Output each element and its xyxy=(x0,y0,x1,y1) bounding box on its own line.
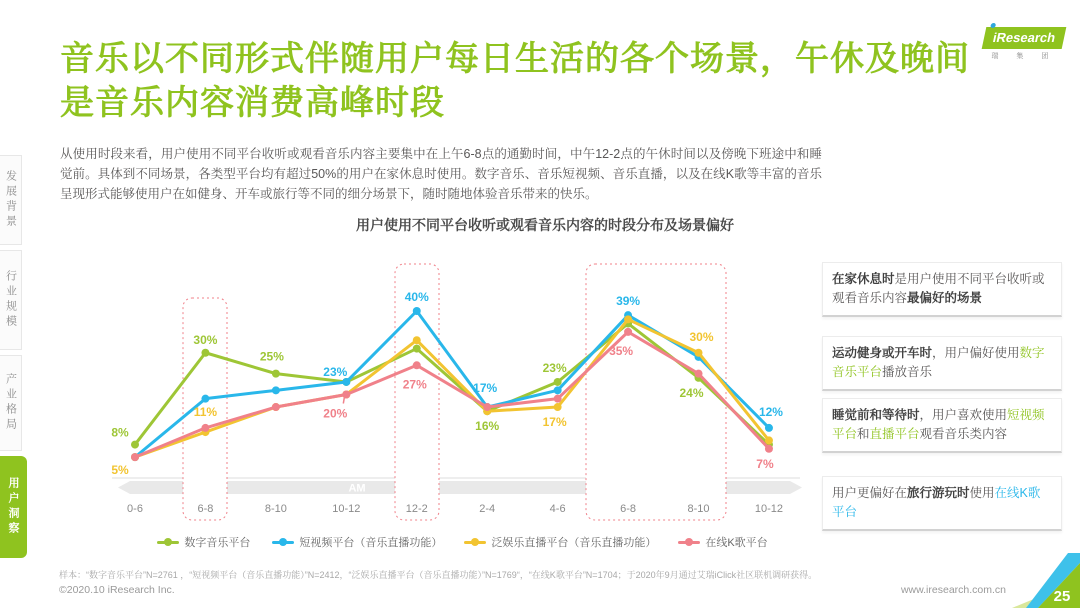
annotation-segment: 播放音乐 xyxy=(882,364,933,379)
data-point xyxy=(131,453,139,461)
page-title-line1: 音乐以不同形式伴随用户每日生活的各个场景，午休及晚间 xyxy=(60,40,970,78)
annotation-segment: 睡觉前和等待时 xyxy=(832,408,920,422)
point-label: 25% xyxy=(259,349,284,364)
point-label: 24% xyxy=(679,385,704,400)
annotation-card-home-rest xyxy=(822,262,1062,317)
data-point xyxy=(342,378,350,386)
annotation-segment: ，用户喜欢使用 xyxy=(919,408,1008,422)
page-title xyxy=(60,38,1040,125)
annotation-segment: 和 xyxy=(857,426,870,441)
x-axis-label: 4-6 xyxy=(549,503,566,515)
chart-legend xyxy=(105,534,820,550)
annotation-segment: 数字音乐平台 xyxy=(832,346,1045,379)
legend-item xyxy=(678,534,767,550)
page-title-line2: 是音乐内容消费高峰时段 xyxy=(60,83,445,122)
x-axis-label: 6-8 xyxy=(197,503,214,515)
data-point xyxy=(131,441,139,449)
logo-subtext: 瑞 集 团 xyxy=(991,53,1057,60)
data-point xyxy=(624,328,632,336)
data-point xyxy=(342,391,350,399)
legend-marker-dot xyxy=(164,538,172,546)
legend-item xyxy=(464,534,656,550)
point-label: 7% xyxy=(756,456,774,471)
annotation-segment: 使用 xyxy=(969,486,995,500)
sidebar-item-development-background[interactable]: 发展背景 xyxy=(0,155,22,245)
iresearch-logo-banner xyxy=(982,27,1067,49)
point-label: 30% xyxy=(193,332,218,347)
legend-marker-dot xyxy=(685,538,693,546)
x-axis-label: 8-10 xyxy=(687,503,710,515)
legend-label: 在线K歌平台 xyxy=(705,537,768,549)
data-point xyxy=(554,386,562,394)
legend-item xyxy=(272,534,442,550)
x-axis-label: 0-6 xyxy=(127,503,143,515)
annotation-card-before-sleep xyxy=(822,398,1062,453)
legend-marker-dot xyxy=(279,538,287,546)
legend-marker xyxy=(272,541,294,544)
x-axis-label: 2-4 xyxy=(479,503,496,515)
x-axis-label: 8-10 xyxy=(264,503,287,515)
annotation-segment: 短视频平台 xyxy=(832,408,1045,441)
data-point xyxy=(483,403,491,411)
legend-marker xyxy=(678,541,700,544)
sidebar xyxy=(0,155,30,563)
point-label: 39% xyxy=(616,294,641,309)
x-axis-label: 6-8 xyxy=(620,503,637,515)
data-point xyxy=(413,345,421,353)
point-label: 11% xyxy=(193,405,218,420)
data-point xyxy=(554,395,562,403)
sample-note: 样本：“数字音乐平台”N=2761 ，“短视频平台（音乐直播功能）”N=2412，“泛娱乐直播平台（音乐直播功能）”N=1769“，“在线K歌平台”N=1704；于2020年9月通过艾瑞iClick社区联机调研获得。 xyxy=(59,570,818,580)
annotation-segment: 观看音乐类内容 xyxy=(919,426,1008,441)
x-axis-label: 12-2 xyxy=(405,503,428,515)
legend-marker xyxy=(464,541,486,544)
iresearch-logo xyxy=(984,27,1064,61)
data-point xyxy=(413,336,421,344)
sidebar-item-industry-scale[interactable]: 行业规模 xyxy=(0,250,22,350)
data-point xyxy=(695,370,703,378)
data-point xyxy=(413,307,421,315)
data-point xyxy=(413,361,421,369)
label-leader-line xyxy=(343,398,344,404)
band-label-am: AM xyxy=(348,482,366,495)
point-label: 30% xyxy=(689,329,714,344)
legend-item xyxy=(157,534,250,550)
annotation-segment: 用户更偏好在 xyxy=(832,486,908,500)
chart-title: 用户使用不同平台收听或观看音乐内容的时段分布及场景偏好 xyxy=(356,217,734,233)
data-point xyxy=(695,349,703,357)
music-usage-chart xyxy=(100,250,810,545)
legend-marker-dot xyxy=(471,538,479,546)
data-point xyxy=(272,370,280,378)
annotation-card-sport-drive xyxy=(822,336,1062,391)
legend-label: 短视频平台（音乐直播功能） xyxy=(299,537,443,549)
point-label: 23% xyxy=(323,364,348,379)
point-label: 5% xyxy=(111,463,129,478)
point-label: 12% xyxy=(758,404,783,419)
data-point xyxy=(201,395,209,403)
point-label: 16% xyxy=(475,419,500,434)
point-label: 8% xyxy=(111,425,129,440)
legend-marker xyxy=(157,541,179,544)
highlight-box xyxy=(586,264,726,520)
website-link[interactable]: www.iresearch.com.cn xyxy=(900,584,1006,596)
point-label: 17% xyxy=(473,381,498,396)
data-point xyxy=(201,349,209,357)
point-label: 35% xyxy=(609,343,634,358)
point-label: 23% xyxy=(542,360,567,375)
logo-i-dot xyxy=(990,23,996,28)
data-point xyxy=(554,403,562,411)
x-axis-label: 10-12 xyxy=(754,503,784,515)
copyright: ©2020.10 iResearch Inc. xyxy=(59,584,175,596)
data-point xyxy=(554,378,562,386)
data-point xyxy=(272,386,280,394)
annotation-segment: 在线K歌平台 xyxy=(832,486,1041,519)
annotation-segment: 在家休息时 xyxy=(832,272,895,286)
data-point xyxy=(201,424,209,432)
logo-text: iResearch xyxy=(991,30,1057,45)
legend-label: 数字音乐平台 xyxy=(184,537,251,549)
corner-graphic xyxy=(1010,553,1080,608)
annotation-segment: 旅行游玩时 xyxy=(907,486,970,500)
annotation-segment: ，用户偏好使用 xyxy=(932,346,1020,360)
point-label: 20% xyxy=(323,406,348,421)
chart-svg xyxy=(100,250,810,545)
data-point xyxy=(765,436,773,444)
x-axis-label: 10-12 xyxy=(332,503,361,515)
annotation-segment: 运动健身或开车时 xyxy=(832,346,933,360)
annotation-card-travel xyxy=(822,476,1062,531)
sidebar-item-industry-landscape[interactable]: 产业格局 xyxy=(0,355,22,451)
data-point xyxy=(765,424,773,432)
annotation-segment: 最偏好的场景 xyxy=(907,290,983,305)
point-label: 40% xyxy=(404,290,429,304)
sidebar-item-user-insight[interactable]: 用户洞察 xyxy=(0,456,27,558)
data-point xyxy=(765,445,773,453)
page-number: 25 xyxy=(1053,588,1071,605)
point-label: 27% xyxy=(402,377,427,392)
data-point xyxy=(624,315,632,323)
intro-paragraph: 从使用时段来看，用户使用不同平台收听或观看音乐内容主要集中在上午6-8点的通勤时间，中午12-2点的午休时间以及傍晚下班途中和睡觉前。具体到不同场景，各类型平台均有超过50%的用户在家休息时使用。数字音乐、音乐短视频、音乐直播，以及在线K歌等丰富的音乐呈现形式能够使用户在如健身、开车或旅行等不同的细分场景下，随时随地体验音乐带来的快乐。 xyxy=(60,147,822,201)
annotation-segment: 是用户使用不同平台收听或观看音乐内容 xyxy=(832,272,1045,305)
point-label: 17% xyxy=(542,415,567,430)
data-point xyxy=(272,403,280,411)
legend-label: 泛娱乐直播平台（音乐直播功能） xyxy=(491,537,657,549)
annotation-segment: 直播平台 xyxy=(869,426,920,441)
